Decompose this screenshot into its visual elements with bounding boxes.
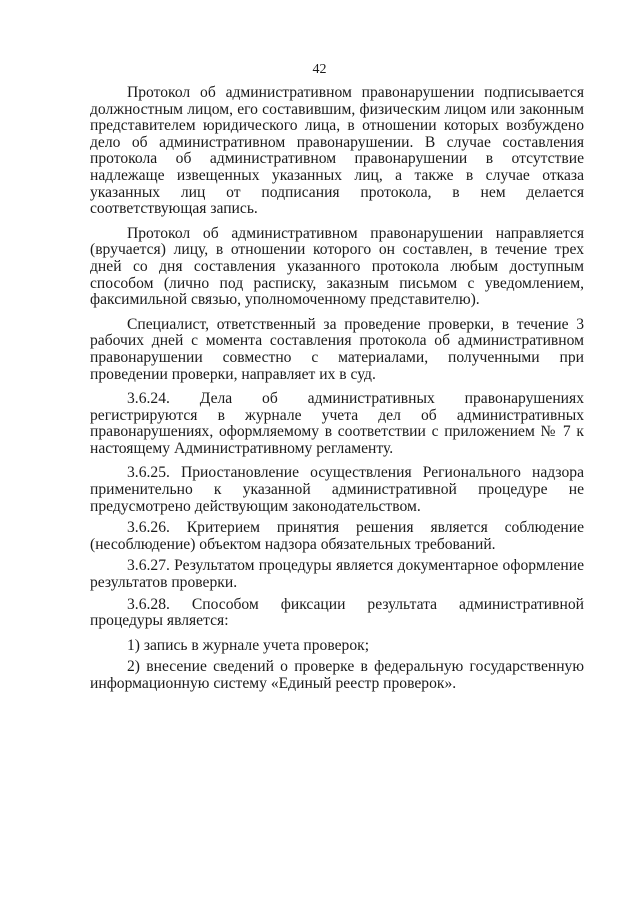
paragraph-3-6-24: 3.6.24. Дела об административных правонарушениях регистрируются в журнале учета дел об административных правонарушениях, оформляемому в соответствии с приложением № 7 к настоящему Административному регламенту. xyxy=(90,390,584,457)
paragraph-3-6-25: 3.6.25. Приостановление осуществления Регионального надзора применительно к указанной административной процедуре не предусмотрено действующим законодательством. xyxy=(90,464,584,515)
page-number: 42 xyxy=(312,62,327,77)
paragraph-protocol-signing: Протокол об административном правонарушении подписывается должностным лицом, его составившим, физическим лицом или законным представителем юридического лица, в отношении которых возбуждено дело об административном правонарушении. В случае составления протокола об административном правонарушении в отсутствие надлежаще извещенных указанных лиц, а также в случае отказа указанных лиц от подписания протокола, в нем делается соответствующая запись. xyxy=(90,84,584,218)
paragraph-3-6-28: 3.6.28. Способом фиксации результата административной процедуры является: xyxy=(90,595,584,630)
paragraph-protocol-delivery: Протокол об административном правонарушении направляется (вручается) лицу, в отношении которого он составлен, в течение трех дней со дня составления указанного протокола любым доступным способом (лично под расписку, заказным письмом с уведомлением, факсимильной связью, уполномоченному представителю). xyxy=(90,224,584,309)
paragraph-3-6-26: 3.6.26. Критерием принятия решения является соблюдение (несоблюдение) объектом надзора обязательных требований. xyxy=(90,519,584,553)
paragraph-3-6-27: 3.6.27. Результатом процедуры является документарное оформление результатов проверки. xyxy=(90,557,584,592)
list-item-journal-record: 1) запись в журнале учета проверок; xyxy=(127,636,370,654)
paragraph-specialist-court: Специалист, ответственный за проведение проверки, в течение 3 рабочих дней с момента составления протокола об административном правонарушении совместно с материалами, полученными при проведении проверки, направляет их в суд. xyxy=(90,315,584,383)
list-item-registry-entry: 2) внесение сведений о проверке в федеральную государственную информационную систему «Единый реестр проверок». xyxy=(90,658,584,692)
document-body xyxy=(90,85,584,693)
